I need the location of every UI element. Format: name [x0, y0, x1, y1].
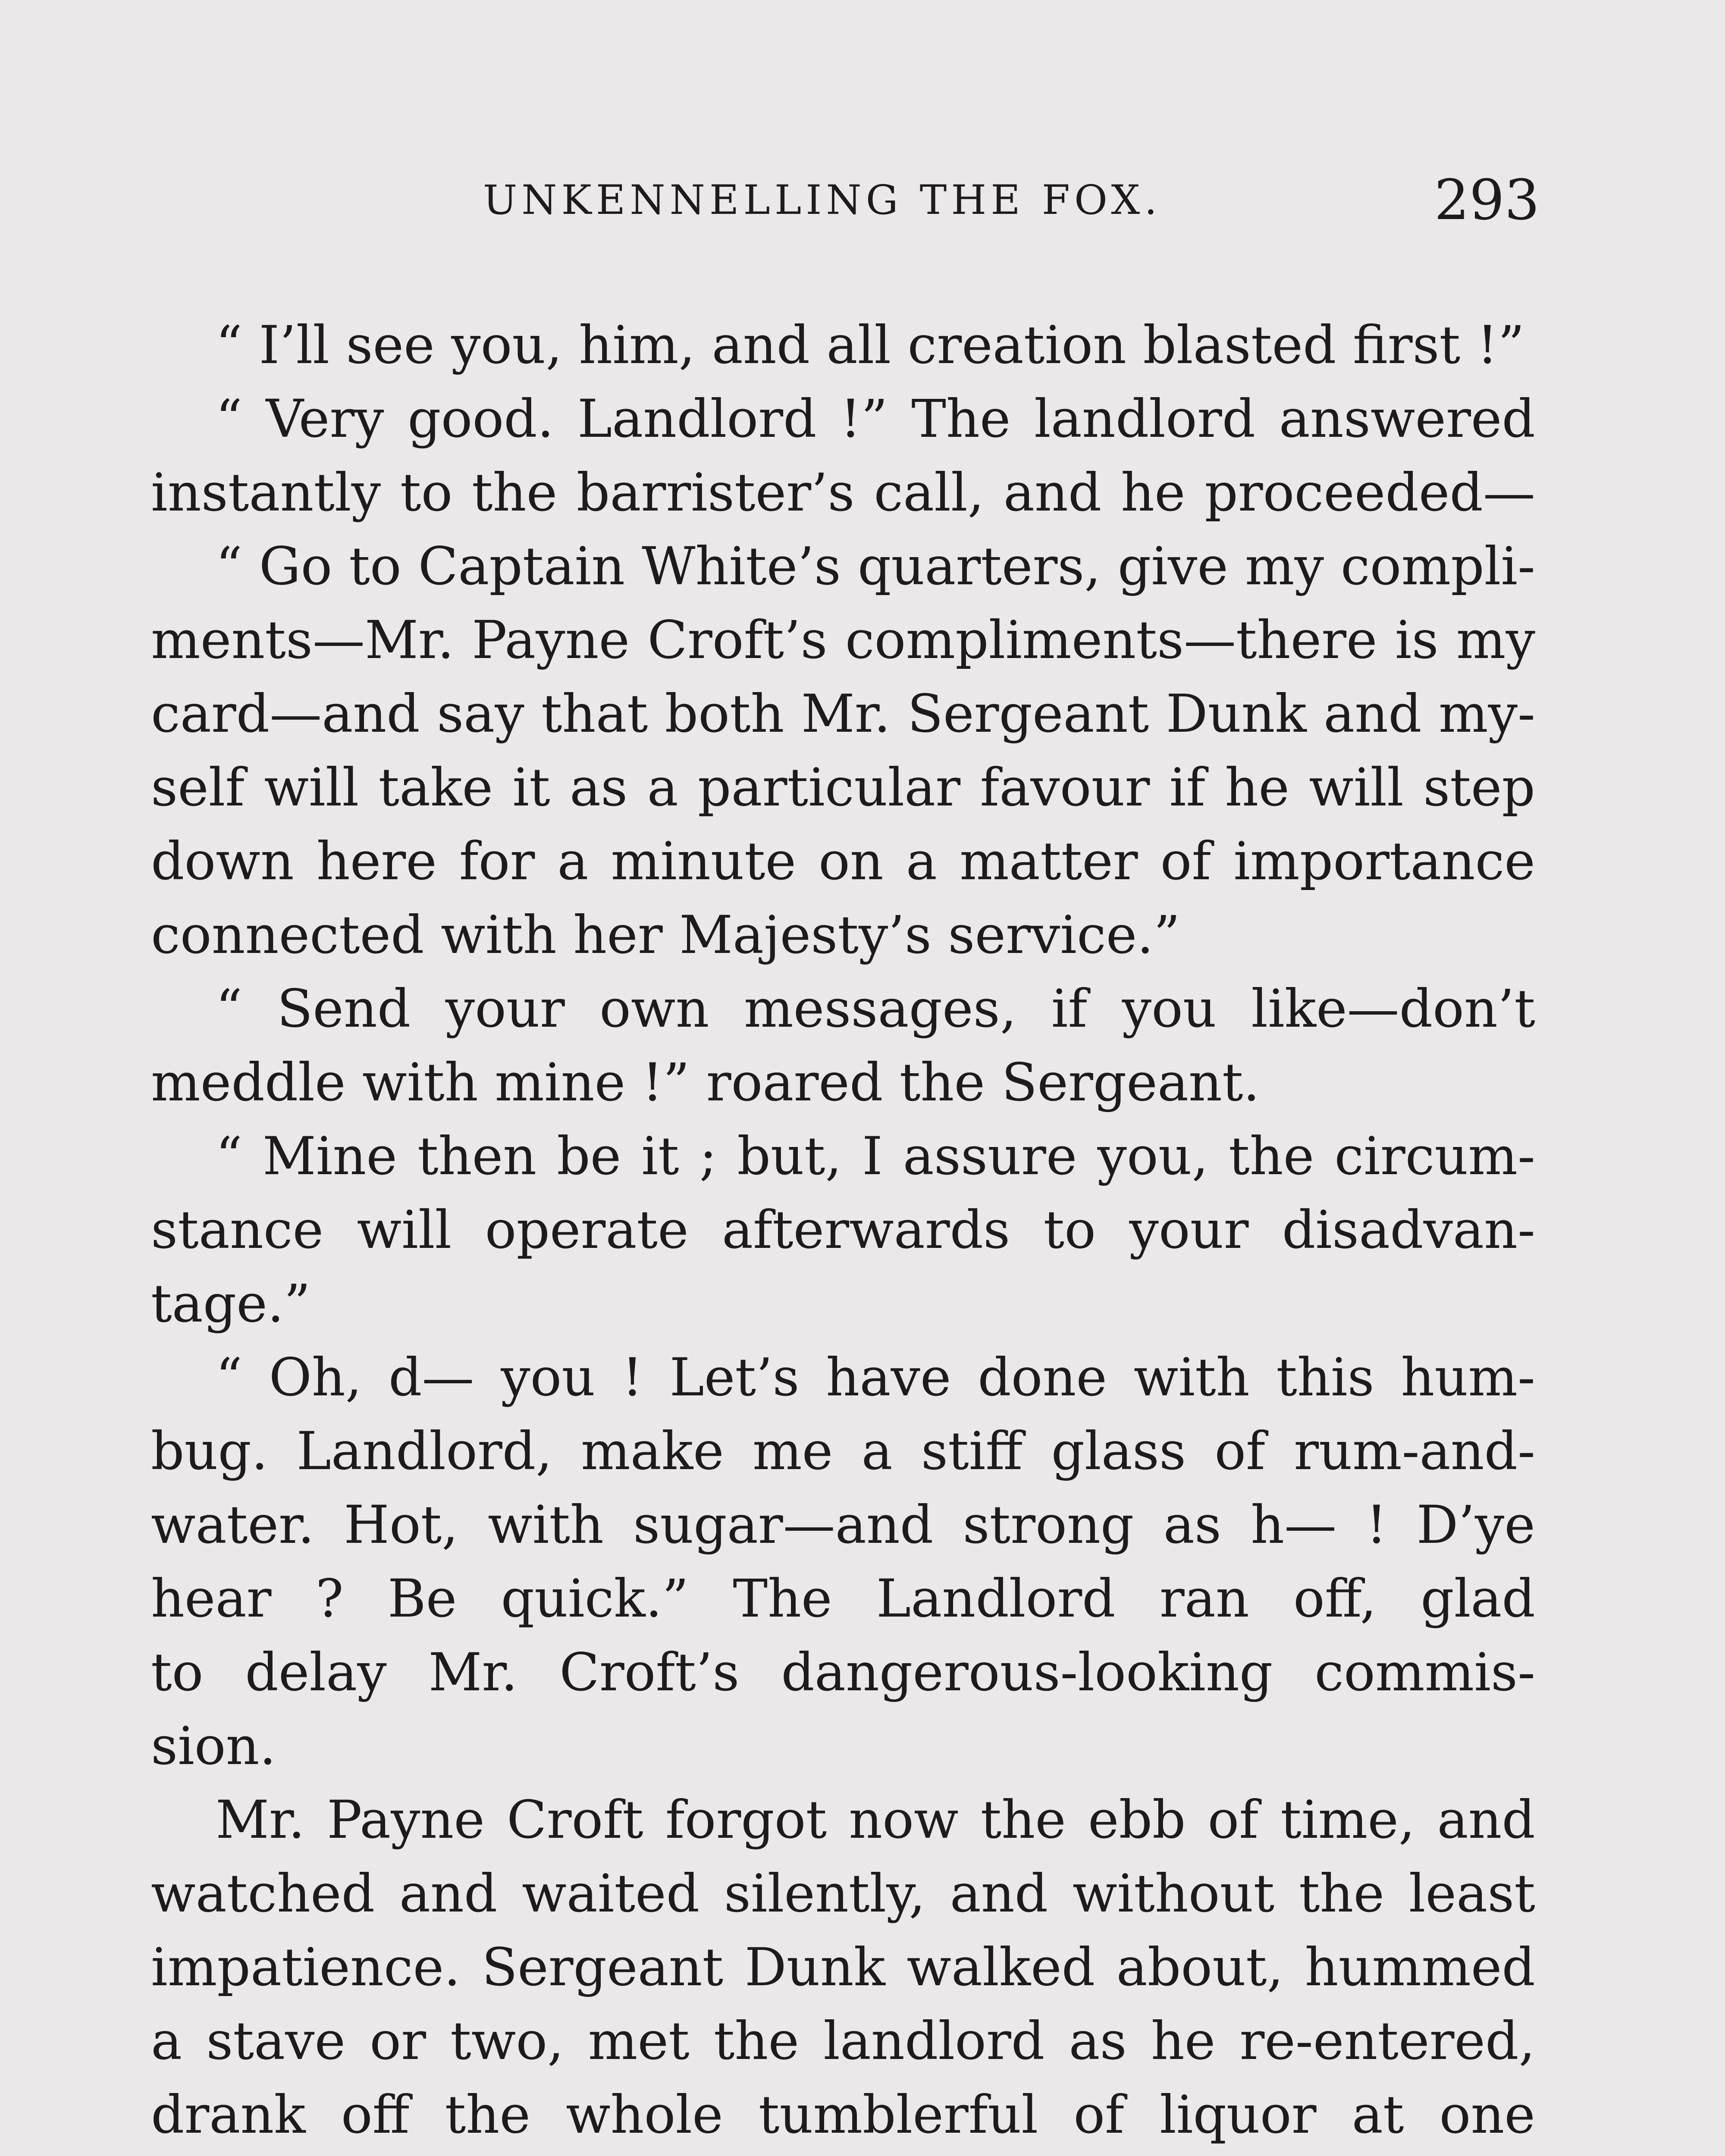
text-line: card—and say that both Mr. Sergeant Dunk and my- — [151, 683, 1535, 744]
text-line: “ Mine then be it ; but, I assure you, the circum- — [216, 1126, 1535, 1187]
text-line: drank off the whole tumblerful of liquor at one — [151, 2084, 1535, 2145]
text-line: meddle with mine !” roared the Sergeant. — [151, 1052, 1260, 1113]
text-line: stance will operate afterwards to your disadvan- — [151, 1200, 1535, 1260]
text-line: “ Send your own messages, if you like—don’t — [216, 978, 1535, 1039]
body-text — [151, 308, 1535, 2156]
text-line: connected with her Majesty’s service.” — [151, 905, 1180, 965]
text-line — [151, 2152, 1535, 2156]
page-number: 293 — [1434, 168, 1540, 232]
text-line: “ Go to Captain White’s quarters, give my compli- — [216, 536, 1535, 597]
text-line: down here for a minute on a matter of importance — [151, 831, 1535, 892]
text-line: sion. — [151, 1716, 276, 1777]
text-line: hear ? Be quick.” The Landlord ran off, glad — [151, 1568, 1535, 1629]
text-line: water. Hot, with sugar—and strong as h— ! D’ye — [151, 1495, 1535, 1555]
text-line: bug. Landlord, make me a stiff glass of rum-and- — [151, 1421, 1535, 1482]
text-line: instantly to the barrister’s call, and he proceeded— — [151, 462, 1535, 523]
text-line: self will take it as a particular favour if he will step — [151, 757, 1535, 818]
text-line: ments—Mr. Payne Croft’s compliments—there is my — [151, 610, 1535, 671]
text-line: a stave or two, met the landlord as he re-entered, — [151, 2011, 1535, 2071]
text-line: to delay Mr. Croft’s dangerous-looking commis- — [151, 1642, 1535, 1703]
text-line: impatience. Sergeant Dunk walked about, hummed — [151, 1937, 1535, 1998]
text-line: Mr. Payne Croft forgot now the ebb of time, and — [216, 1789, 1535, 1850]
text-line: watched and waited silently, and without the least — [151, 1863, 1535, 1924]
running-head: UNKENNELLING THE FOX. — [483, 177, 1162, 224]
text-line: “ I’ll see you, him, and all creation blasted first !” — [216, 315, 1525, 376]
text-line: “ Oh, d— you ! Let’s have done with this hum- — [216, 1347, 1535, 1408]
page-header — [151, 168, 1540, 232]
text-line: “ Very good. Landlord !” The landlord answered — [216, 389, 1535, 449]
text-line: tage.” — [151, 1273, 311, 1334]
